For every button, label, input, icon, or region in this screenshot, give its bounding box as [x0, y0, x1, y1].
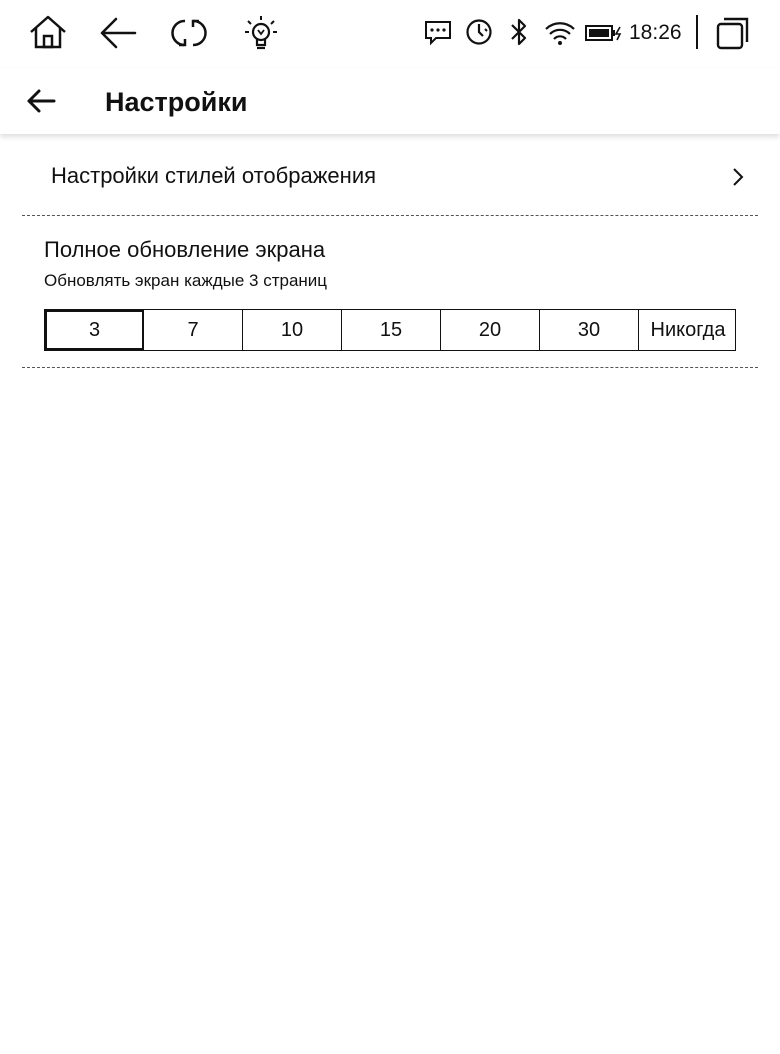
full-refresh-subtitle: Обновлять экран каждые 3 страниц — [44, 271, 328, 290]
display-styles-label: Настройки стилей отображения — [51, 163, 377, 188]
display-styles-settings-item[interactable] — [0, 150, 780, 206]
arrow-left-icon[interactable] — [22, 84, 60, 118]
battery-icon — [585, 24, 623, 42]
wifi-icon — [543, 18, 577, 46]
refresh-option-30[interactable]: 30 — [540, 310, 639, 350]
back-arrow-icon[interactable] — [98, 16, 138, 50]
chevron-right-icon — [730, 165, 746, 189]
divider — [22, 367, 758, 368]
app-bar — [0, 68, 780, 134]
refresh-option-10[interactable]: 10 — [243, 310, 342, 350]
refresh-option-never[interactable]: Никогда — [650, 318, 726, 341]
message-icon — [424, 20, 452, 46]
gauge-icon — [465, 18, 493, 46]
refresh-option-7[interactable]: 7 — [144, 310, 243, 350]
page-title: Настройки — [105, 87, 248, 117]
lightbulb-icon[interactable] — [242, 12, 280, 52]
bluetooth-icon — [508, 17, 530, 47]
divider — [22, 215, 758, 216]
refresh-interval-selector — [44, 309, 736, 351]
full-refresh-title: Полное обновление экрана — [44, 237, 326, 262]
status-bar — [0, 0, 780, 68]
recent-apps-icon[interactable] — [716, 16, 750, 50]
refresh-option-20[interactable]: 20 — [441, 310, 540, 350]
refresh-option-3[interactable]: 3 — [45, 310, 144, 350]
status-separator — [696, 15, 698, 49]
refresh-option-15[interactable]: 15 — [342, 310, 441, 350]
home-icon[interactable] — [28, 14, 68, 50]
status-time: 18:26 — [629, 21, 682, 44]
refresh-icon[interactable] — [170, 14, 208, 52]
